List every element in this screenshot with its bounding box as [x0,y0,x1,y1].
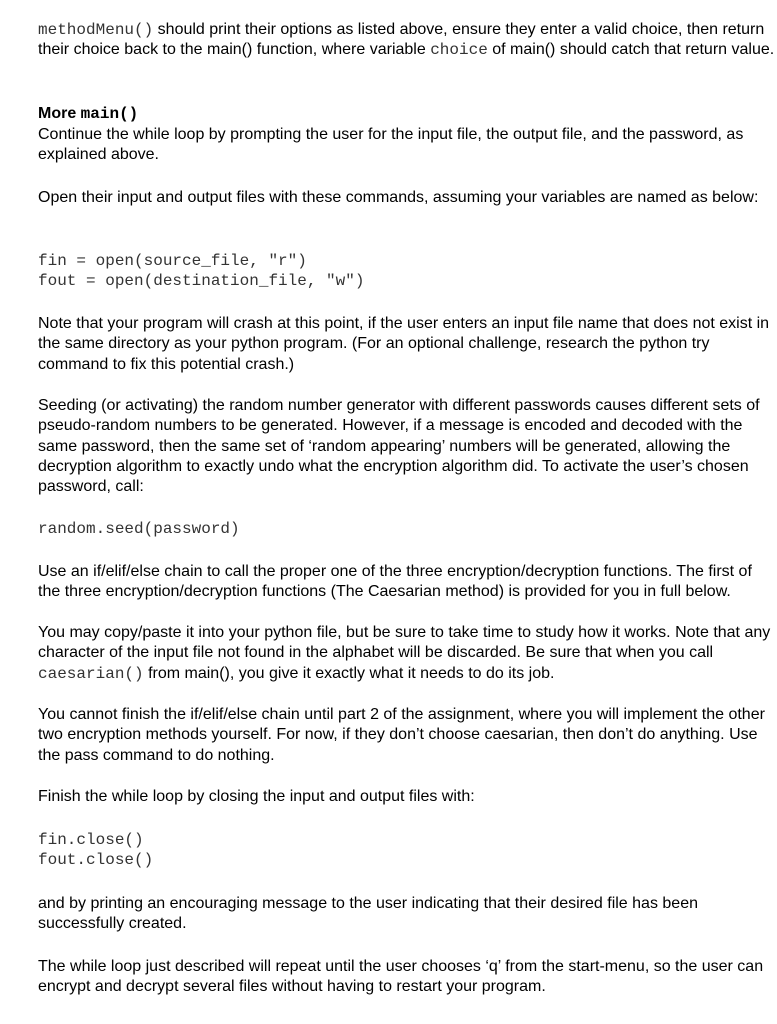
inline-code: choice [430,41,488,60]
copy-paste-paragraph [38,623,776,684]
open-code-block [38,251,776,292]
code-line: random.seed(password) [38,520,240,538]
method-menu-paragraph [38,20,776,61]
close-code-block [38,830,776,871]
heading-word: More [38,105,81,122]
section-heading [38,104,776,124]
text: from main(), you give it exactly what it needs to do its job. [143,664,555,682]
inline-code: methodMenu() [38,21,154,39]
finish-loop-paragraph: Finish the while loop by closing the input and output files with: [38,788,475,805]
heading-code: main() [80,105,139,123]
code-line: fin = open(source_file, "r") [38,252,307,270]
while-loop-repeat-paragraph: The while loop just described will repeat until the user chooses ‘q’ from the start-menu, so the user can encrypt and decrypt several files without having to restart your program. [38,958,764,996]
if-elif-paragraph: Use an if/elif/else chain to call the proper one of the three encryption/decryption functions. The first of the three encryption/decryption functions (The Caesarian method) is provided for you in full below. [38,563,752,601]
inline-code: caesarian() [38,664,144,683]
code-line: fout = open(destination_file, "w") [38,272,365,291]
seeding-paragraph: Seeding (or activating) the random number generator with different passwords causes different sets of pseudo-random numbers to be generated. However, if a message is encoded and decoded with the same password, then the same set of ‘random appearing’ numbers will be generated, allowing the decryption algorithm to exactly undo what the encryption algorithm did. To activate the user’s chosen password, call: [38,397,760,496]
cannot-finish-paragraph: You cannot finish the if/elif/else chain until part 2 of the assignment, where you will implement the other two encryption methods yourself. For now, if they don’t choose caesarian, then don’t do anything. Use the pass command to do nothing. [38,706,765,764]
open-files-paragraph: Open their input and output files with these commands, assuming your variables are named as below: [38,189,759,206]
code-line: fout.close() [38,851,154,870]
text: of main() should catch that return value. [487,41,775,59]
continue-paragraph: Continue the while loop by prompting the user for the input file, the output file, and the password, as explained above. [38,126,744,164]
text: You may copy/paste it into your python file, but be sure to take time to study how it works. Note that any character of the input file not found in the alphabet will be discarded. Be sure that when you call [38,624,771,662]
text: should print their options as listed above, ensure they enter a valid choice, then return their choice back to the main() function, where variable [38,21,765,59]
crash-note-paragraph: Note that your program will crash at this point, if the user enters an input file name that does not exist in the same directory as your python program. (For an optional challenge, research the python try command to fix this potential crash.) [38,315,770,373]
encouraging-message-paragraph: and by printing an encouraging message to the user indicating that their desired file has been successfully created. [38,895,698,933]
seed-code-block [38,519,776,539]
code-line: fin.close() [38,831,144,849]
